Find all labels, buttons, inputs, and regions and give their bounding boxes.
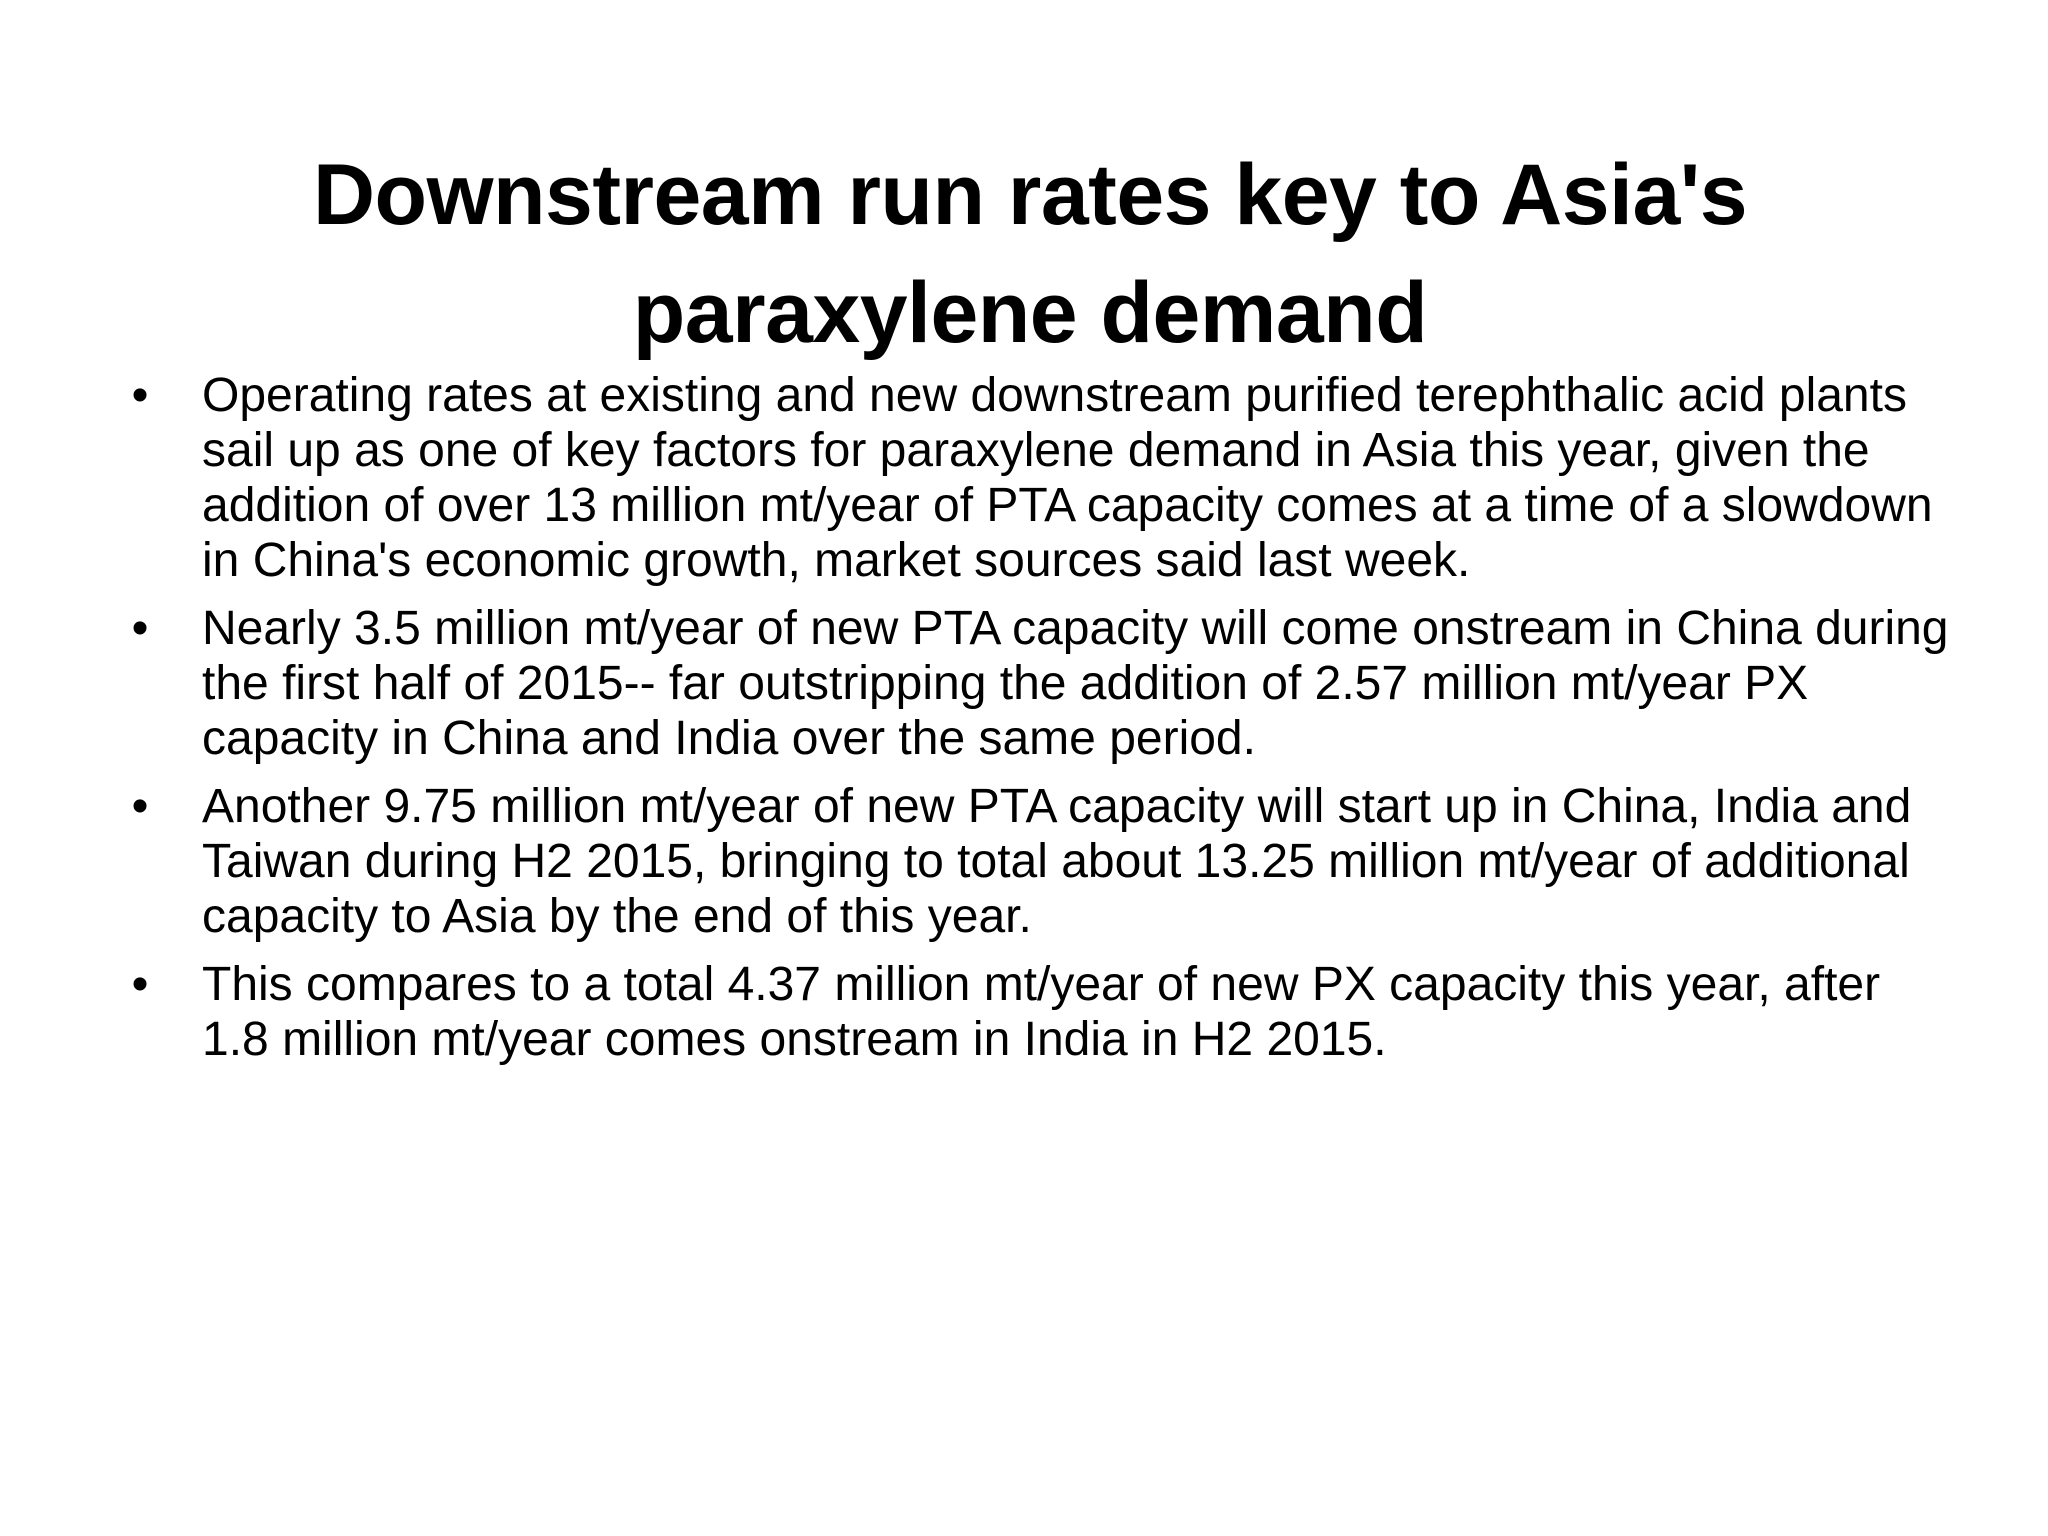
bullet-item: [120, 779, 1960, 944]
bullet-icon: •: [131, 602, 149, 655]
bullet-icon: •: [131, 958, 149, 1011]
bullet-item: [120, 601, 1960, 766]
bullet-item: [120, 957, 1960, 1067]
bullet-icon: •: [131, 780, 149, 833]
bullet-list: [120, 368, 1960, 1080]
bullet-text: Nearly 3.5 million mt/year of new PTA capacity will come onstream in China during the first half of 2015-- far outstripping the addition of 2.57 million mt/year PX capacity in China and India over the same period.: [202, 602, 1949, 765]
bullet-icon: •: [131, 369, 149, 422]
bullet-item: [120, 368, 1960, 588]
bullet-text: This compares to a total 4.37 million mt/year of new PX capacity this year, after 1.8 million mt/year comes onstream in India in H2 2015.: [202, 958, 1881, 1066]
bullet-text: Operating rates at existing and new downstream purified terephthalic acid plants sail up as one of key factors for paraxylene demand in Asia this year, given the addition of over 13 million mt/year of PTA capacity comes at a time of a slowdown in China's economic growth, market sources said last week.: [202, 369, 1933, 587]
bullet-text: Another 9.75 million mt/year of new PTA capacity will start up in China, India and Taiwan during H2 2015, bringing to total about 13.25 million mt/year of additional capacity to Asia by the end of this year.: [202, 780, 1912, 943]
slide-title: Downstream run rates key to Asia's paraxylene demand: [312, 146, 1748, 361]
